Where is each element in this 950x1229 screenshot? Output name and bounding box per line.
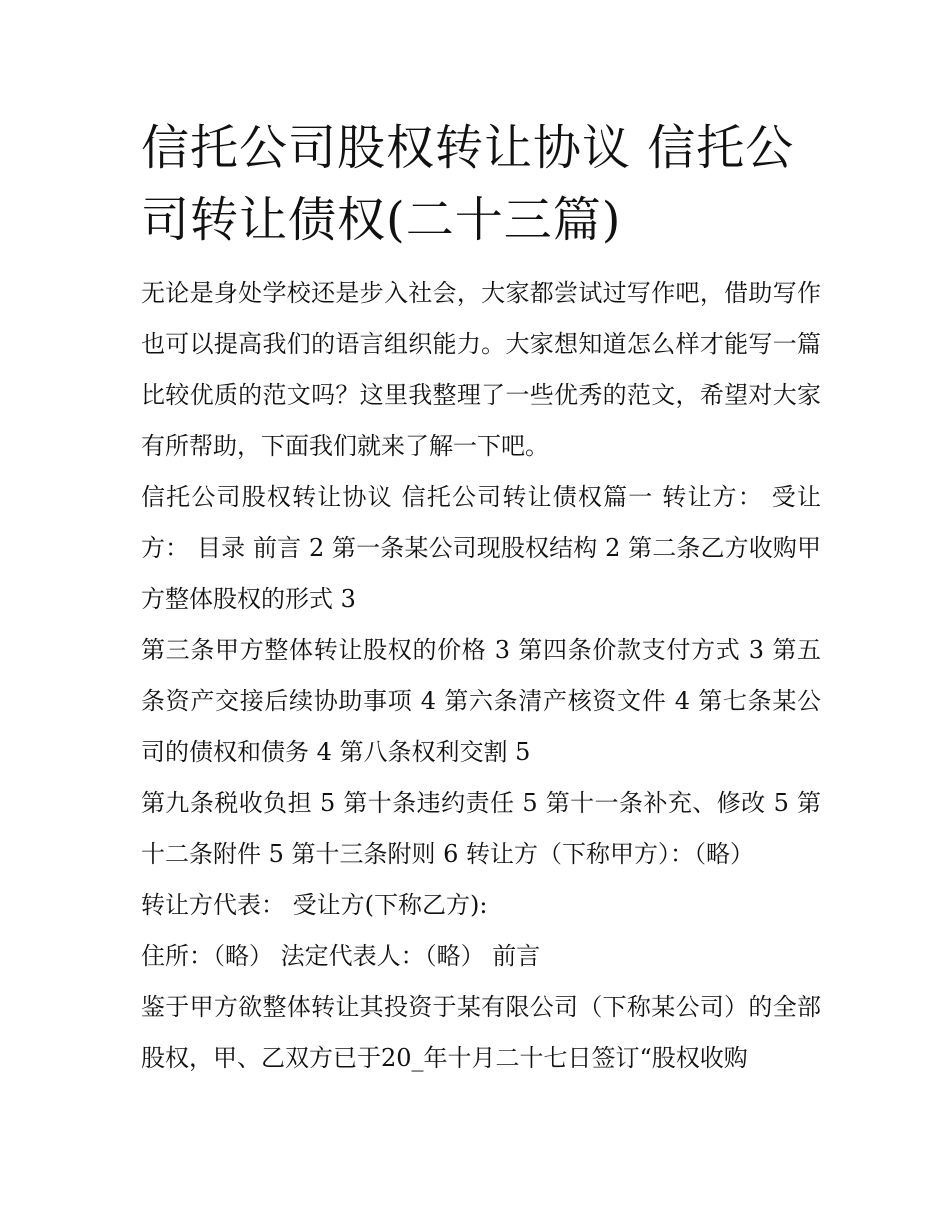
- paragraph-preamble: 鉴于甲方欲整体转让其投资于某有限公司（下称某公司）的全部股权，甲、乙双方已于20_年十月二十七日签订“股权收购: [141, 993, 821, 1072]
- paragraph-toc-1: 信托公司股权转让协议 信托公司转让债权篇一 转让方： 受让方： 目录 前言 2 第一条某公司现股权结构 2 第二条乙方收购甲方整体股权的形式 3: [141, 483, 821, 613]
- paragraph-representative: 转让方代表： 受让方(下称乙方):: [141, 891, 488, 919]
- paragraph-toc-2: 第三条甲方整体转让股权的价格 3 第四条价款支付方式 3 第五条资产交接后续协助事项 4 第六条清产核资文件 4 第七条某公司的债权和债务 4 第八条权利交割 5: [141, 636, 821, 766]
- paragraph-toc-3: 第九条税收负担 5 第十条违约责任 5 第十一条补充、修改 5 第十二条附件 5 第十三条附则 6 转让方（下称甲方）：（略）: [141, 789, 821, 868]
- document-body: [141, 112, 821, 1084]
- paragraph-intro: 无论是身处学校还是步入社会，大家都尝试过写作吧，借助写作也可以提高我们的语言组织能力。大家想知道怎么样才能写一篇比较优质的范文吗？这里我整理了一些优秀的范文，希望对大家有所帮助，下面我们就来了解一下吧。: [141, 279, 821, 460]
- document-title: 信托公司股权转让协议 信托公司转让债权(二十三篇): [141, 120, 795, 248]
- paragraph-address: 住所：（略） 法定代表人：（略） 前言: [141, 942, 541, 970]
